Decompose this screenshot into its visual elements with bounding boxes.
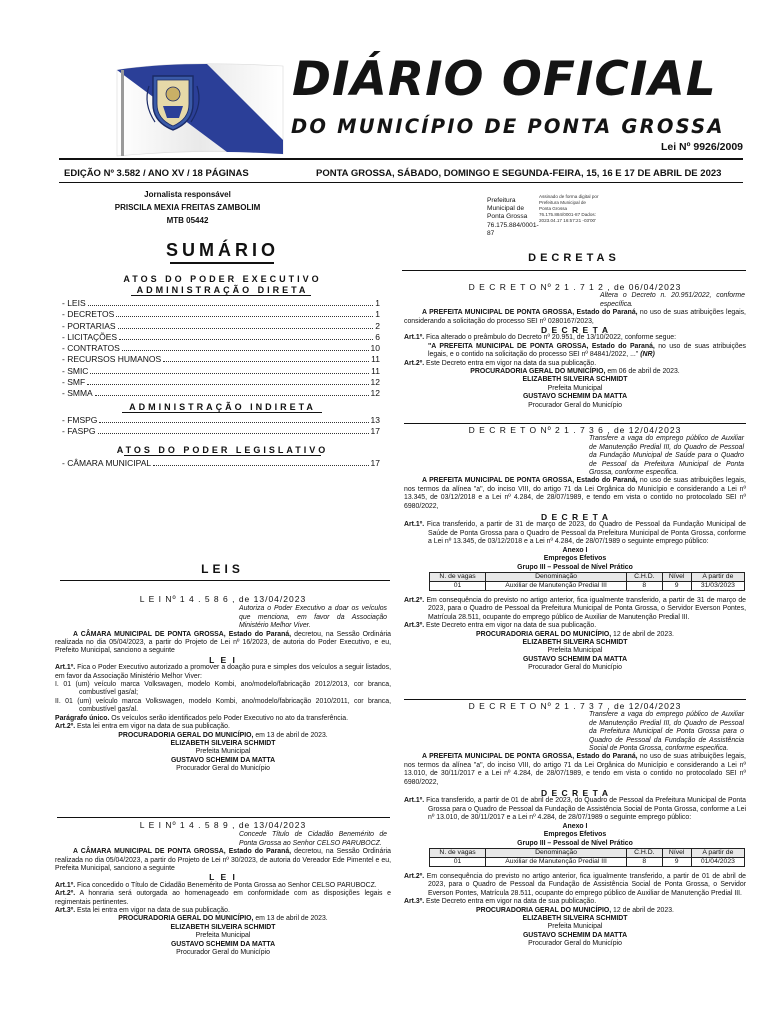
art-label: Art.3º. [404,898,425,906]
toc-item[interactable]: - CONTRATOS 10 [62,343,380,354]
proc-label: PROCURADORIA GERAL DO MUNICÍPIO, [476,906,612,914]
quote-text: no uso de suas atribuições legais, e o contido na solicitação do processo SEI nº 84841/2022, ..." [428,342,747,359]
top-rule [59,158,743,160]
annex-title: Anexo I [562,822,588,830]
toc-item[interactable]: - CÂMARA MUNICIPAL 17 [62,458,380,468]
table-header-cell: Nível [662,848,691,857]
signer-title: Procurador Geral do Município [528,940,622,948]
art-label: Art.2º. [404,359,425,367]
toc-item[interactable]: - LICITAÇÕES 6 [62,331,380,342]
art-text: Este Decreto entra em vigor na data da sua publicação. [424,359,597,367]
proc-date: em 13 de abril de 2023. [253,731,328,739]
journalist-mtb: MTB 05442 [166,216,209,225]
decreto-21712 [404,283,746,410]
table-header-cell: N. de vagas [430,572,486,581]
signature-name: Prefeitura Municipal de Ponta Grossa 76.175.884/0001-87 [487,197,539,237]
table-cell: 01/04/2023 [691,857,744,866]
table-header-cell: Nível [662,572,691,581]
table-header-row [430,572,745,581]
law-reference: Lei Nº 9926/2009 [660,141,743,153]
table-cell: 01 [430,581,486,590]
table-cell: 8 [627,857,663,866]
signer-name: GUSTAVO SCHEMIM DA MATTA [170,756,276,764]
signer-title: Procurador Geral do Município [176,949,270,957]
toc-legislativo [62,458,380,469]
table-cell: Auxiliar de Manutenção Predial III [486,857,627,866]
proc-date: em 13 de abril de 2023. [253,915,328,923]
art-label: Art.3º. [55,907,76,915]
leis-rule-top [60,580,390,581]
lei-ementa: Concede Título de Cidadão Benemérito de Ponta Grossa ao Senhor CELSO PARUBOCZ. [239,831,387,847]
decreto-21736 [404,426,746,673]
signer-title: Prefeita Municipal [195,748,251,756]
signer-name: ELIZABETH SILVEIRA SCHMIDT [522,638,628,646]
decreto-21737 [404,702,746,949]
signer-name: GUSTAVO SCHEMIM DA MATTA [522,655,628,663]
edition-info: EDIÇÃO Nº 3.582 / ANO XV / 18 PÁGINAS [64,168,249,179]
signer-title: Prefeita Municipal [195,932,251,940]
lei-preamble: decretou, na Sessão Ordinária realizada no dia 05/04/2023, a partir do Projeto de Lei nº 16/2023, de autoria do Poder Executivo, e eu, Prefeito Municipal, sanciono a seguinte [55,630,391,655]
art-text: Fica concedido o Título de Cidadão Benemérito de Ponta Grossa ao Senhor CELSO PARUBOCZ. [75,881,377,889]
art-label: Art.2º. [404,872,425,880]
art-text: Este Decreto entra em vigor na data de sua publicação. [424,898,597,906]
signer-title: Prefeita Municipal [547,923,603,931]
toc-item[interactable]: - FASPG 17 [62,426,380,437]
art-label: Art.2º. [404,596,425,604]
signature-detail: Assinado de forma digital por Prefeitura Municipal de Ponta Grossa 76.175.884/0001-87 Dados: 2023.04.17 16:57:21 -03'00' [539,194,599,223]
decreta-label: D E C R E T A [541,325,609,336]
art-label: Art.1º. [404,797,425,805]
art-text: Esta lei entra em vigor na data de sua publicação. [75,723,230,731]
table-header-cell: A partir de [691,848,744,857]
signer-title: Procurador Geral do Município [528,401,622,409]
par-label: Parágrafo único. [55,714,110,722]
art-text: Em consequência do previsto no artigo anterior, fica igualmente transferido, a partir de 31 de março de 2023, para o Quadro de Pessoal da Prefeitura Municipal de Ponta Grossa, o Servidor Everson Pontes, Matrícula 28.511, ocupante do emprego público de Auxiliar de Manutenção Predial III. [424,596,746,621]
toc-item[interactable]: - RECURSOS HUMANOS 11 [62,354,380,365]
table-cell: 31/03/2023 [691,581,744,590]
table-row [430,581,745,590]
masthead-title: DIÁRIO OFICIAL [292,52,717,107]
proc-label: PROCURADORIA GERAL DO MUNICÍPIO, [118,731,254,739]
annex-subtitle: Empregos Efetivos [543,555,607,563]
art-text: Fica alterado o preâmbulo do Decreto nº 20.951, de 13/10/2022, conforme segue: [424,334,677,342]
art-text: Em consequência do previsto no artigo anterior, fica igualmente transferido, a partir de 01 de abril de 2023, para o Quadro de Pessoal da Fundação de Assistência Social de Ponta Grossa, o Servidor Everson Pontes, Matrícula 28.511, ocupante do emprego público de Auxiliar de Manutenção Predial III. [424,872,746,897]
signer-name: GUSTAVO SCHEMIM DA MATTA [522,931,628,939]
table-cell: Auxiliar de Manutenção Predial III [486,581,627,590]
staff-table [429,572,745,591]
indireta-rule [122,412,322,413]
toc-item[interactable]: - SMF 12 [62,377,380,388]
decree-number: D E C R E T O Nº 2 1 . 7 1 2 , de 06/04/2023 [468,282,682,292]
lei-14589 [55,821,391,958]
decretas-title: DECRETAS [528,252,620,264]
lei-label: L E I [209,654,237,665]
table-header-row [430,848,745,857]
exec-title: ATOS DO PODER EXECUTIVO [123,274,322,284]
quote-nr: (NR) [638,351,655,359]
signer-title: Procurador Geral do Município [176,765,270,773]
decree-ementa: Transfere a vaga do emprego público de Auxiliar de Manutenção Predial III, do Quadro de Pessoal da Fundação Municipal de Saúde para o Quadro de Pessoal da Prefeitura Municipal de Ponta Grossa, conforme especifica. [589,435,744,477]
table-header-cell: C.H.D. [627,572,663,581]
signer-name: GUSTAVO SCHEMIM DA MATTA [522,393,628,401]
separator [404,423,746,424]
decree-ementa: Transfere a vaga do emprego público de Auxiliar de Manutenção Predial III, do Quadro de Pessoal da Prefeitura Municipal de Ponta Grossa para o Quadro de Pessoal da Fundação de Assistência Social de Ponta Grossa, conforme especifica. [589,711,744,753]
annex-group: Grupo III – Pessoal de Nível Prático [517,839,633,847]
lei-ementa: Autoriza o Poder Executivo a doar os veículos que menciona, em favor da Associação Ministério Melhor Viver. [239,605,387,630]
decree-ementa: Altera o Decreto n. 20.951/2022, conforme específica. [600,292,745,308]
edition-rule [59,182,743,183]
art-label: Art.1º. [55,881,76,889]
art-text: Este Decreto entra em vigor na data de sua publicação. [424,622,597,630]
toc-indireta [62,415,380,438]
lei-item: I. 01 (um) veículo marca Volkswagen, modelo Kombi, ano/modelo/fabricação 2012/2013, cor branca, combustível gas/al; [55,681,391,697]
lei-item: II. 01 (um) veículo marca Volkswagen, modelo Kombi, ano/modelo/fabricação 2010/2011, cor branca, combustível gas/al. [55,697,391,714]
separator [404,699,746,700]
journalist-name: PRISCILA MEXIA FREITAS ZAMBOLIM [114,203,261,212]
journalist-label: Jornalista responsável [144,190,231,199]
toc-item[interactable]: - SMIC 11 [62,365,380,376]
decree-preamble: no uso de suas atribuições legais, nos termos da alínea "a", do inciso VIII, do artigo 71 da Lei Orgânica do Município e considerando a Lei nº 13.345, de 03/12/2018 e a Lei nº 4.284, de 28/07/1989, e tendo em vista o contido no protocolado SEI nº 6980/2022, [404,477,746,510]
quote-bold: "A PREFEITA MUNICIPAL DE PONTA GROSSA, Estado do Paraná, [428,342,655,350]
staff-table [429,848,745,867]
decree-number: D E C R E T O Nº 2 1 . 7 3 6 , de 12/04/2023 [468,425,682,435]
signer-title: Procurador Geral do Município [528,664,622,672]
toc-item[interactable]: - PORTARIAS 2 [62,320,380,331]
decreta-label: D E C R E T A [541,512,609,523]
toc-item[interactable]: - LEIS 1 [62,298,380,308]
art-text: Esta lei entra em vigor na data de sua publicação. [75,907,230,915]
signer-name: ELIZABETH SILVEIRA SCHMIDT [170,739,276,747]
art-text: Fica transferido, a partir de 01 de abril de 2023, do Quadro de Pessoal da Prefeitura Municipal de Ponta Grossa para o Quadro de Pessoal da Fundação de Assistência Social de Ponta Grossa, conforme a Lei nº 13.010, de 30/11/2017 e a Lei nº 4.284, de 28/07/1989 o seguinte emprego público: [424,797,746,822]
decree-preamble-bold: A PREFEITA MUNICIPAL DE PONTA GROSSA, Estado do Paraná, [422,309,638,317]
proc-date: 12 de abril de 2023. [611,906,674,914]
toc-item[interactable]: - FMSPG 13 [62,415,380,425]
art-text: Fica o Poder Executivo autorizado a promover a doação pura e simples dos veículos a seguir listados, em favor da Associação Ministério Melhor Viver: [55,664,391,680]
lei-number: L E I Nº 1 4 . 5 8 9 , de 13/04/2023 [139,820,307,830]
decree-preamble-bold: A PREFEITA MUNICIPAL DE PONTA GROSSA, Estado do Paraná, [422,477,638,485]
art-label: Art.1º. [404,334,425,342]
flag-logo [115,52,285,162]
direta-title: ADMINISTRAÇÃO DIRETA [136,285,309,295]
direta-rule [131,295,311,296]
art-label: Art.2º. [55,723,76,731]
lei-number: L E I Nº 1 4 . 5 8 6 , de 13/04/2023 [139,594,307,604]
lei-14586 [55,595,391,774]
signer-title: Prefeita Municipal [547,384,603,392]
decretas-rule [402,270,746,271]
signer-name: ELIZABETH SILVEIRA SCHMIDT [522,376,628,384]
sumario-title: SUMÁRIO [166,240,279,260]
table-cell: 9 [662,581,691,590]
sumario-rule [170,262,274,264]
annex-title: Anexo I [562,546,588,554]
legislativo-title: ATOS DO PODER LEGISLATIVO [116,445,329,455]
table-header-cell: Denominação [486,848,627,857]
decreta-label: D E C R E T A [541,788,609,799]
legislativo-rule [124,455,321,456]
signer-name: GUSTAVO SCHEMIM DA MATTA [170,940,276,948]
art-label: Art.3º. [404,622,425,630]
signer-name: ELIZABETH SILVEIRA SCHMIDT [522,914,628,922]
lei-preamble-bold: A CÂMARA MUNICIPAL DE PONTA GROSSA, Estado do Paraná, [73,630,292,638]
annex-group: Grupo III – Pessoal de Nível Prático [517,563,633,571]
edition-date: PONTA GROSSA, SÁBADO, DOMINGO E SEGUNDA-FEIRA, 15, 16 E 17 DE ABRIL DE 2023 [316,168,722,179]
toc-direta [62,298,380,400]
lei-preamble: decretou, na Sessão Ordinária realizada no dia 05/04/2023, a partir do Projeto de Lei nº 30/2023, de autoria do Vereador Ede Pimentel e eu, Prefeita Municipal, sanciono a seguinte [55,848,391,873]
art-text: A honraria será outorgada ao homenageado em conformidade com as disposições legais e regimentais pertinentes. [55,890,391,906]
table-row [430,857,745,866]
masthead-subtitle: DO MUNICÍPIO DE PONTA GROSSA [291,115,725,138]
decree-preamble: no uso de suas atribuições legais, considerando a solicitação do processo SEI nº 0280167/2023, [404,309,746,325]
decree-number: D E C R E T O Nº 2 1 . 7 3 7 , de 12/04/2023 [468,701,682,711]
table-cell: 01 [430,857,486,866]
proc-date: em 06 de abril de 2023. [605,368,680,376]
separator [57,817,390,818]
toc-item[interactable]: - DECRETOS 1 [62,309,380,320]
indireta-title: ADMINISTRAÇÃO INDIRETA [129,402,316,412]
leis-title: LEIS [201,562,244,576]
annex-subtitle: Empregos Efetivos [543,831,607,839]
proc-label: PROCURADORIA GERAL DO MUNICÍPIO, [470,368,606,376]
lei-label: L E I [209,872,237,883]
decree-preamble: no uso de suas atribuições legais, nos termos da alínea "a", do inciso VIII, do artigo 71 da Lei Orgânica do Município e considerando a Lei nº 13.010, de 30/11/2017 e a Lei nº 4.284, de 28/07/1989, e tendo em vista o contido no protocolado SEI nº 6980/2022, [404,753,746,786]
art-label: Art.1º. [404,521,425,529]
table-cell: 8 [627,581,663,590]
table-header-cell: C.H.D. [627,848,663,857]
table-header-cell: Denominação [486,572,627,581]
toc-item[interactable]: - SMMA 12 [62,388,380,399]
table-header-cell: N. de vagas [430,848,486,857]
proc-date: 12 de abril de 2023. [611,630,674,638]
art-text: Fica transferido, a partir de 31 de março de 2023, do Quadro de Pessoal da Fundação Municipal de Saúde de Ponta Grossa para o Quadro de Pessoal da Prefeitura Municipal de Ponta Grossa, conforme a Lei nº 13.345, de 03/12/2018 e a Lei nº 4.284, de 28/07/1989 o seguinte emprego público: [424,521,746,546]
signer-name: ELIZABETH SILVEIRA SCHMIDT [170,923,276,931]
signer-title: Prefeita Municipal [547,647,603,655]
lei-preamble-bold: A CÂMARA MUNICIPAL DE PONTA GROSSA, Estado do Paraná, [73,848,292,856]
digital-signature [487,192,747,238]
decree-preamble-bold: A PREFEITA MUNICIPAL DE PONTA GROSSA, Estado do Paraná, [422,753,638,761]
table-header-cell: A partir de [691,572,744,581]
par-text: Os veículos serão identificados pelo Poder Executivo no ato da transferência. [109,714,349,722]
proc-label: PROCURADORIA GERAL DO MUNICÍPIO, [476,630,612,638]
art-label: Art.1º. [55,664,76,672]
art-label: Art.2º. [55,890,76,898]
journalist-block [60,188,315,227]
table-cell: 9 [662,857,691,866]
proc-label: PROCURADORIA GERAL DO MUNICÍPIO, [118,915,254,923]
